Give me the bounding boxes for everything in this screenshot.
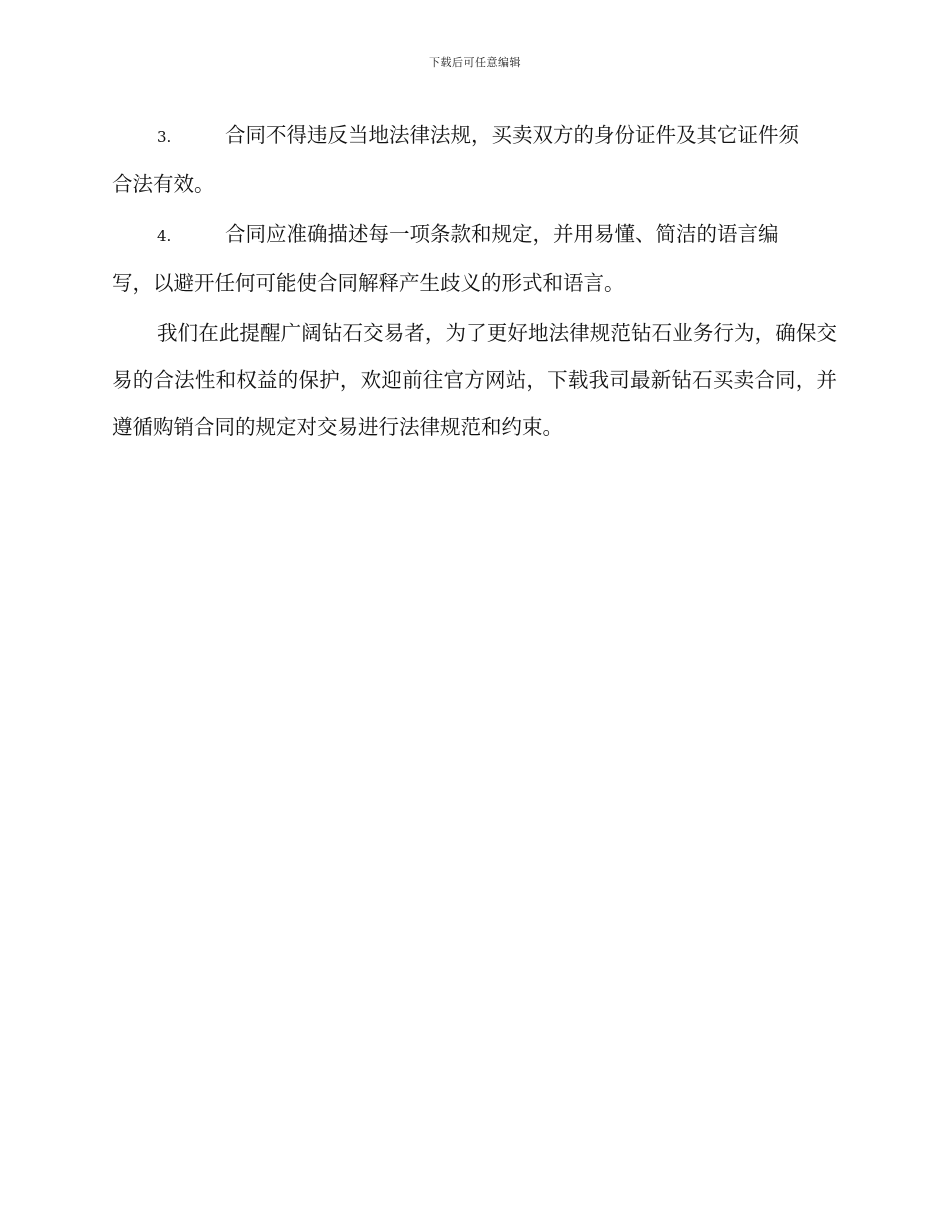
- list-item-3-text-rest: 合法有效。: [112, 172, 215, 196]
- page-header: 下载后可任意编辑: [429, 56, 521, 69]
- list-item-3: [112, 112, 837, 208]
- list-item-4-text-rest: 写，以避开任何可能使合同解释产生歧义的形式和语言。: [112, 271, 625, 295]
- list-item-4: [112, 211, 837, 307]
- list-item-3-text-line1: 合同不得违反当地法律法规，买卖双方的身份证件及其它证件须: [225, 123, 799, 147]
- closing-paragraph: 我们在此提醒广阔钻石交易者，为了更好地法律规范钻石业务行为，确保交易的合法性和权益的保护，欢迎前往官方网站，下载我司最新钻石买卖合同，并遵循购销合同的规定对交易进行法律规范和约束。: [112, 321, 837, 439]
- list-item-3-number: 3.: [157, 128, 172, 146]
- list-item-4-number: 4.: [157, 227, 172, 245]
- document-body: [112, 112, 837, 454]
- list-item-3-first-line: [112, 112, 837, 161]
- list-item-4-first-line: [112, 211, 837, 260]
- list-item-4-text-line1: 合同应准确描述每一项条款和规定，并用易懂、简洁的语言编: [225, 222, 779, 246]
